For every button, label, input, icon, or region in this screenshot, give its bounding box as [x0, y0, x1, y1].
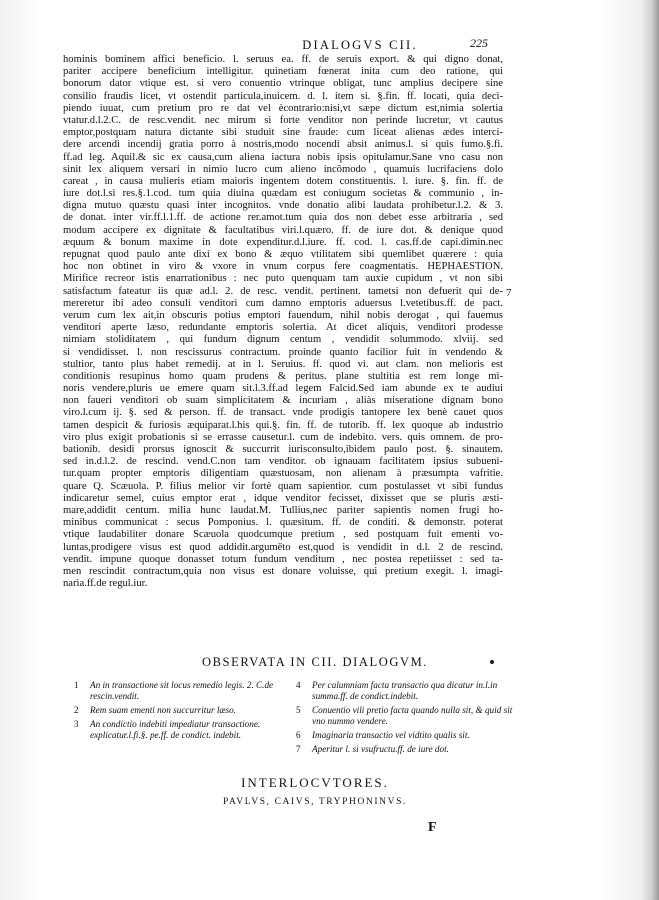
observata-column-right — [296, 680, 514, 758]
text-line: satisfactum fateatur iis quæ ad.l. 2. de resc. vendit. pertinent. tametsi non defuerit qui de- — [63, 285, 503, 297]
observata-title: OBSERVATA IN CII. DIALOGVM. — [201, 655, 429, 669]
text-line: luntas,prodigere visus est quod addidit.argumēto est,quod is vendidit in d.l. 2 de rescind. — [63, 541, 503, 553]
observata-item-text: Imaginaria transactio vel vidtito qualis sit. — [312, 730, 470, 740]
ornament-dot — [490, 660, 494, 664]
text-line: conditionis resupinus homo quam prudens & peritus. plane stultitia est rem longe mi- — [63, 370, 503, 382]
observata-item-text: Conuentio vili pretio facta quando nulla sit, & quid sit vno nummo vendere. — [312, 705, 513, 726]
text-line: pariter accipere beneficium intelligitur. quinetiam fœnerat inita cum deo ratione, qui — [63, 66, 503, 78]
text-line: tur.quam propter emptoris diligentiam quæstuosam, non alienam à præsumpta vafritie. — [63, 468, 503, 480]
text-line: indicaretur semel, cuius emptor erat , idque venditor fecisset, dixisset que se pluris æsti- — [63, 492, 503, 504]
text-line: mare,addidit centum. milia hunc laudat.M. Tullius,nec pariter sapientis nomen frugi ho- — [63, 504, 503, 516]
text-line: iure dot.l.si res.§.1.cod. tum quia diuina quædam est coniugum societas & communio , in- — [63, 188, 503, 200]
observata-item-number: 5 — [296, 705, 301, 715]
observata-item — [74, 719, 284, 741]
text-line: emptor,postquam natura dictante sibi studuit sine fraude: cum liceat alienas ædes interci- — [63, 127, 503, 139]
margin-note-number: 7 — [506, 287, 512, 299]
text-line: vtique laudabiliter donare Scæuola quodcumque pretium , sed postquam fuit ementi vo- — [63, 529, 503, 541]
text-line: vtatur.d.l.2.C. de resc.vendit. nec mirum si forte venditor non perinde lucretur, vt cautus — [63, 114, 503, 126]
text-line: hoc non obtinet in viro & vxore in vnum corpus fere coagmentatis. HEPHAESTION. — [63, 261, 503, 273]
text-line: naria.ff.de regul.iur. — [63, 578, 148, 590]
text-line: viro plus exigit probationis si se errasse causetur.l. cum de indebito. vers. quis omnem. de pro- — [63, 431, 503, 443]
observata-item-number: 3 — [74, 719, 79, 729]
observata-item — [296, 705, 514, 727]
observata-item-text: Aperitur l. si vsufructu.ff. de iure dot. — [312, 744, 449, 754]
text-line: venditori aperte læso, redundante emptoris solertia. At dicet aliquis, venditori prodesse — [63, 322, 503, 334]
text-line: men rescindit contractum,quia non visus est donare voluisse, qui pretium exegit. l. imagi- — [63, 565, 503, 577]
observata-item-text: Per calumniam facta transactio qua dicatur in.l.in summa.ff. de condict.indebit. — [312, 680, 498, 701]
text-line: nimiam stoliditatem , qui fundum dignum centum , vendidit solummodo. xlviij. sed — [63, 334, 503, 346]
text-line: modum accipere ex dignitate & facultatibus viri.l.quæro. ff. de iure dot. & denique quod — [63, 224, 503, 236]
text-line: viro.l.cum ij. §. sed & person. ff. de transact. vnde prodigis tantopere lex benè cauet quos — [63, 407, 503, 419]
text-line: non faueri venditori ob suam simplicitatem & incuriam , aliàs miseratione dignam bono — [63, 395, 503, 407]
observata-item — [296, 680, 514, 702]
text-line: digna mutuo quæstu quasi inter incognitos. vnde donatio alibi laudata prohibetur.l.2. & 3. — [63, 200, 503, 212]
text-line: mereretur ibi adeo consuli venditori cum damno emptoris aduersus l.vetetibus.ff. de pact. — [63, 297, 503, 309]
book-binding-edge — [641, 0, 659, 900]
observata-item-number: 1 — [74, 680, 79, 690]
observata-item — [74, 705, 284, 716]
text-line: vendit. impune quoque donasset totum fundum venditum , nec postea repetiisset : sed ta- — [63, 553, 503, 565]
interlocutors-names: PAVLVS, CAIVS, TRYPHONINVS. — [223, 797, 407, 807]
observata-column-left — [74, 680, 284, 744]
text-line: de donat. inter vir.ff.l.1.ff. de actione rer.amot.tum quia dos non debet esse arbitraria , sed — [63, 212, 503, 224]
text-line: careat , in causa mulieris etiam maioris ingentem dotem constituentis. l. iure. §. fin. ff. de — [63, 175, 503, 187]
observata-item-number: 7 — [296, 744, 301, 754]
text-line: piendo iuuat, cum pretium pro re dat vel ècontrario:nisi,vt sæpe dictum est,nimia solertia — [63, 102, 503, 114]
text-line: sed in.d.l.2. de rescind. vend.C.non tam venditor. ob ignauam facilitatem ipsius subueni- — [63, 456, 503, 468]
observata-item — [74, 680, 284, 702]
text-line: ff.ad leg. Aquil.& sic ex causa,cum aliena iactura nobis ipsis opitulamur.Sane vno casu non — [63, 151, 503, 163]
text-line: æquum & bonum maxime in dote expenditur.d.l.iure. ff. cod. l. cas.ff.de capi.dimin.nec — [63, 236, 503, 248]
text-line: dere arcendi incendij gratia porro à nostris,modo nocendi absit animus.l. si quis fumo.§.fi. — [63, 139, 503, 151]
signature-mark: F — [428, 820, 437, 835]
text-line: Mirifice recreor istis enarrationibus : nec puto quenquam tam auxie cupidum , vt non sibi — [63, 273, 503, 285]
observata-item — [296, 730, 514, 741]
observata-item-text: Rem suam ementi non succurritur læso. — [90, 705, 236, 715]
observata-item-number: 4 — [296, 680, 301, 690]
observata-item-number: 2 — [74, 705, 79, 715]
text-line: repugnat quod paulo ante dixi ex bono & æquo vtilitatem sibi quemlibet quærere : quia — [63, 249, 503, 260]
text-line: bationib. desidi prorsus ignoscit & succurrit iurisconsulto,ibidem paulo post. §. sinautem. — [63, 444, 503, 455]
observata-item-number: 6 — [296, 730, 301, 740]
main-text-block — [63, 54, 503, 590]
text-line: stultior, tanto plus habet remedij. at in l. Seruius. ff. quod vi. aut clam. non melioris est — [63, 358, 503, 370]
text-line: tamen despicit & furiosis æquiparat.l.his qui.§. fin. ff. de tutorib. ff. lex quoque ab industrio — [63, 419, 503, 431]
observata-item-text: An in transactione sit locus remedio legis. 2. C.de rescin.vendit. — [90, 680, 274, 701]
text-line: minibus communicat : secus Pomponius. l. quæsitum. ff. de conditi. & demonstr. poterat — [63, 517, 503, 529]
text-line: verum cum lex ait,in obscuris potius emptori fauendum, nihil nobis derogat , qui fauemus — [63, 309, 503, 321]
text-line: consilio fraudis licet, vt ostendit particula,inuicem. d. l. item si. §.fin. ff. locati, quia deci- — [63, 90, 503, 102]
interlocutors-title: INTERLOCVTORES. — [241, 775, 389, 790]
text-line: si vendidisset. l. non rescissurus contractum. proinde quanto facilior fuit in vendendo & — [63, 346, 503, 358]
text-line: noris vendere,pluris ue emere quam sit.l.3.ff.ad legem Falcid.Sed iam abunde ex te audiui — [63, 383, 503, 395]
running-head: DIALOGVS CII. — [302, 38, 418, 52]
page-number: 225 — [470, 36, 488, 50]
text-line: hominis bominem affici beneficio. l. seruus ea. ff. de seruis export. & qui digno donat, — [63, 54, 503, 65]
observata-item — [296, 744, 514, 755]
text-line: sinit lex aliquem versari in nimio lucro cum alieno incômodo , quamuis lucrifaciens dolo — [63, 163, 503, 175]
text-line: quare Q. Scæuola. P. filius melior vir fortè quam sapientior. cum postulasset vt sibi fundus — [63, 480, 503, 492]
observata-item-text: An condictio indebiti impediatur transactione. explicatur.l.fi.§. pe.ff. de condict. indebit. — [90, 719, 261, 740]
text-line: bonorum dator vtique est. si vero conuentio vtrinque obligat, tunc amplius decipere sine — [63, 78, 503, 90]
